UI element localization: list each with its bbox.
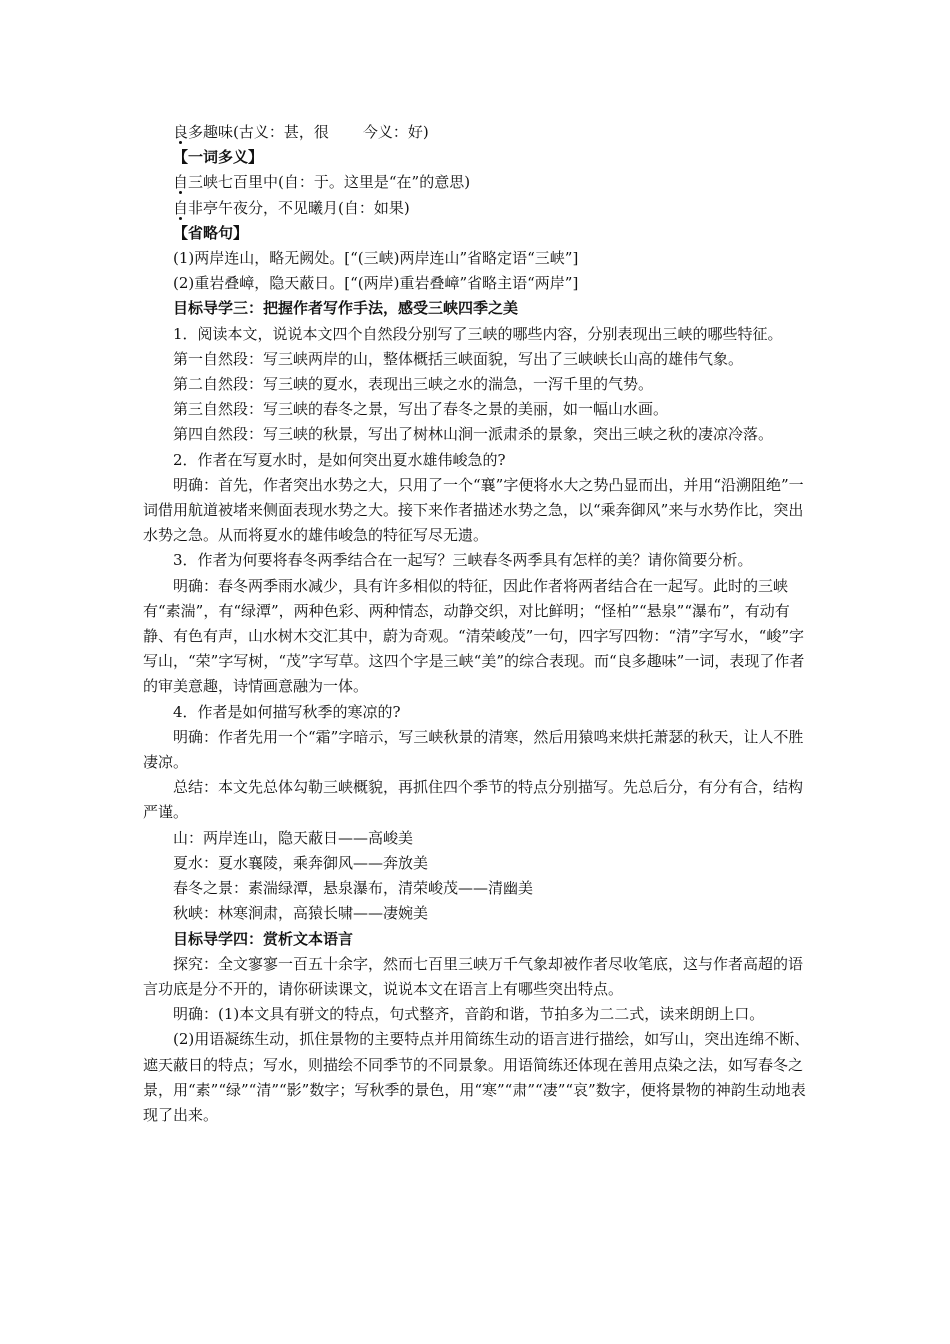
emphasis-char: 良: [173, 123, 189, 141]
question: 3．作者为何要将春冬两季结合在一起写？三峡春冬两季具有怎样的美？请你简要分析。: [173, 551, 753, 570]
section-heading: 目标导学四：赏析文本语言: [173, 929, 354, 948]
emphasis-char: 自: [173, 198, 189, 217]
paragraph: (1)两岸连山，略无阙处。[“(三峡)两岸连山”省略定语“三峡”]: [173, 249, 579, 268]
answer: 明确：作者先用一个“霜”字暗示，写三峡秋景的清寒，然后用猿鸣来烘托萧瑟的秋天，让人不胜凄凉。: [143, 727, 804, 772]
question: 探究：全文寥寥一百五十余字，然而七百里三峡万千气象却被作者尽收笔底，这与作者高超的语言功底是分不开的，请你研读课文，说说本文在语言上有哪些突出特点。: [143, 954, 804, 998]
paragraph: 第一自然段：写三峡两岸的山，整体概括三峡面貌，写出了三峡峡长山高的雄伟气象。: [173, 349, 744, 368]
question: 4．作者是如何描写秋季的寒凉的?: [173, 702, 401, 721]
note-text: 三峡七百里中(自：于。这里是“在”的意思): [188, 173, 471, 192]
section-heading: 【一词多义】: [173, 148, 264, 167]
answer: (2)用语凝练生动，抓住景物的主要特点并用简练生动的语言进行描绘，如写山，突出连绵不断、遮天蔽日的特点；写水，则描绘不同季节的不同景象。用语简练还体现在善用点染之法，如写春冬之景，用“素”“绿”“清”“影”数字；写秋季的景色，用“寒”“肃”“凄”“哀”数字，便将景物的神韵生动地表现了出来。: [143, 1030, 810, 1124]
summary-item: 夏水：夏水襄陵，乘奔御风——奔放美: [173, 853, 429, 872]
answer: 明确：(1)本文具有骈文的特点，句式整齐，音韵和谐，节拍多为二二式，读来朗朗上口。: [173, 1005, 765, 1024]
note-text: 今义：好): [362, 123, 429, 141]
section-heading: 【省略句】: [173, 223, 249, 242]
emphasis-char: 自: [173, 173, 189, 192]
paragraph: 第二自然段：写三峡的夏水，表现出三峡之水的湍急，一泻千里的气势。: [173, 375, 654, 394]
paragraph: 第三自然段：写三峡的春冬之景，写出了春冬之景的美丽，如一幅山水画。: [173, 400, 669, 419]
note-text: 多趣味(古义：甚，很: [188, 123, 329, 141]
document-page: [143, 120, 815, 1128]
summary-item: 山：两岸连山，隐天蔽日——高峻美: [173, 828, 414, 847]
summary-item: 春冬之景：素湍绿潭，悬泉瀑布，清荣峻茂——清幽美: [173, 879, 534, 898]
summary: 总结：本文先总体勾勒三峡概貌，再抓住四个季节的特点分别描写。先总后分，有分有合，结构严谨。: [143, 778, 804, 822]
paragraph: 第四自然段：写三峡的秋景，写出了树林山涧一派肃杀的景象，突出三峡之秋的凄凉冷落。: [173, 425, 774, 444]
note-text: 非亭午夜分，不见曦月(自：如果): [188, 198, 410, 217]
note-line: [143, 120, 815, 145]
question: 1．阅读本文，说说本文四个自然段分别写了三峡的哪些内容，分别表现出三峡的哪些特征。: [173, 324, 783, 343]
paragraph: (2)重岩叠嶂，隐天蔽日。[“(两岸)重岩叠嶂”省略主语“两岸”]: [173, 274, 579, 293]
answer: 明确：首先，作者突出水势之大，只用了一个“襄”字便将水大之势凸显而出，并用“沿溯阻绝”一词借用航道被堵来侧面表现水势之大。接下来作者描述水势之急，以“乘奔御风”来与水势作比，突出水势之急。从而将夏水的雄伟峻急的特征写尽无遗。: [143, 475, 804, 545]
note-line: [143, 196, 815, 221]
note-line: [143, 170, 815, 195]
answer: 明确：春冬两季雨水减少，具有许多相似的特征，因此作者将两者结合在一起写。此时的三峡有“素湍”，有“绿潭”，两种色彩、两种情态，动静交织，对比鲜明；“怪柏”“悬泉”“瀑布”，有动有静、有色有声，山水树木交汇其中，蔚为奇观。“清荣峻茂”一句，四字写四物：“清”字写水，“峻”字写山，“荣”字写树，“茂”字写草。这四个字是三峡“美”的综合表现。而“良多趣味”一词，表现了作者的审美意趣，诗情画意融为一体。: [143, 576, 805, 696]
section-heading: 目标导学三：把握作者写作手法，感受三峡四季之美: [173, 299, 519, 318]
question: 2．作者在写夏水时，是如何突出夏水雄伟峻急的?: [173, 450, 506, 469]
summary-item: 秋峡：林寒涧肃，高猿长啸——凄婉美: [173, 904, 429, 923]
